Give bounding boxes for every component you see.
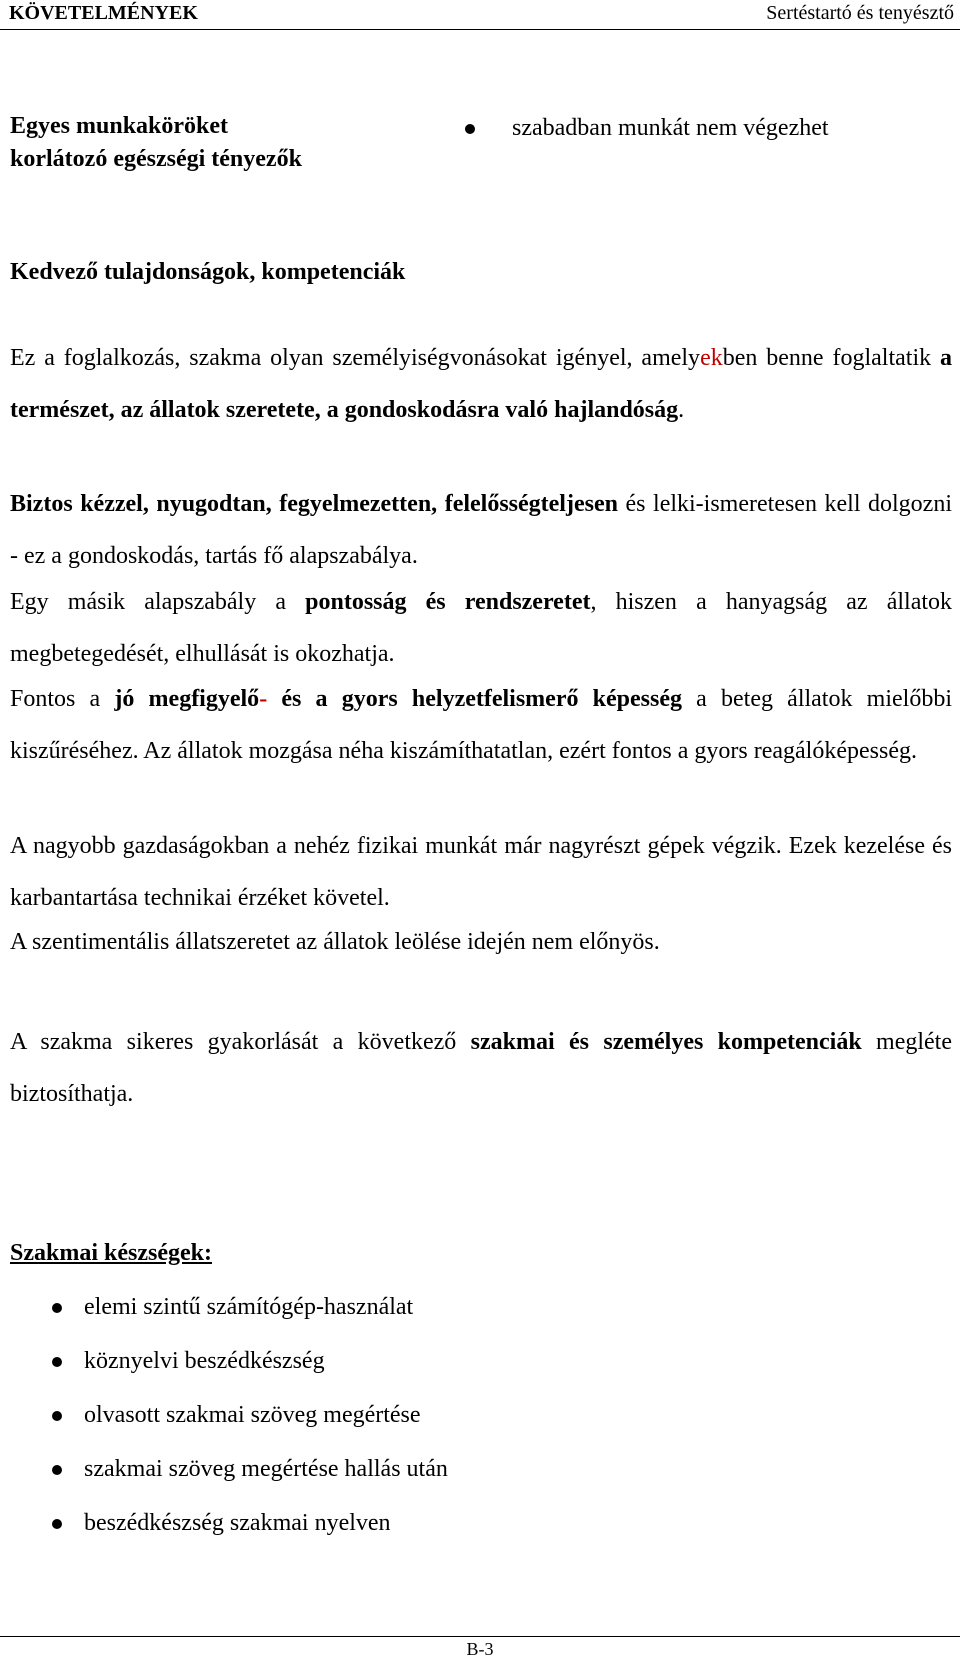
paragraph-sentimental (10, 916, 952, 968)
para1-text-bold: a természet, az állatok szeretete, a gondoskodásra való hajlandóság (10, 345, 953, 423)
skill-text: köznyelvi beszédkészség (84, 1348, 325, 1374)
paragraph-machinery (10, 820, 952, 924)
para4-text-bold-1: jó megfigyelő (114, 686, 260, 712)
para1-text-end: . (678, 397, 685, 423)
header-document-title: Sertéstartó és tenyésztő (766, 2, 954, 24)
para4-text-e: a beteg állatok mielőbbi kiszűréséhez. Az állatok mozgása néha kiszámíthatatlan, ezért fontos a gyors reagálóképesség. (10, 686, 952, 764)
restrictions-heading-line2: korlátozó egészségi tényezők (10, 146, 302, 172)
para7-text-bold: szakmai és személyes kompetenciák (470, 1029, 862, 1055)
page-number: B-3 (466, 1639, 494, 1659)
skill-text: elemi szintű számítógép-használat (84, 1294, 414, 1320)
para6-text: A szentimentális állatszeretet az állatok leölése idején nem előnyös. (10, 929, 660, 955)
para7-text-c: megléte biztosíthatja. (10, 1029, 952, 1107)
para4-text-red: - (259, 686, 268, 712)
restriction-item-text: szabadban munkát nem végezhet (512, 115, 829, 141)
para1-text-c: ben benne foglaltatik (722, 345, 941, 371)
para3-text-bold: pontosság és rendszeretet (305, 589, 591, 615)
para7-text-a: A szakma sikeres gyakorlását a következő (10, 1029, 471, 1055)
para2-text-b: és lelki-ismeretesen kell dolgozni - ez a gondoskodás, tartás fő alapszabálya. (10, 491, 953, 569)
paragraph-steady-hand (10, 478, 952, 582)
paragraph-competencies (10, 1016, 952, 1120)
para4-text-bold-2: és a gyors helyzetfelismerő képesség (267, 686, 682, 712)
bullet-icon (52, 1411, 62, 1421)
header-section-title: KÖVETELMÉNYEK (9, 2, 198, 24)
paragraph-observation (10, 673, 952, 777)
section-title: Kedvező tulajdonságok, kompetenciák (10, 259, 406, 285)
bullet-icon (52, 1303, 62, 1313)
para2-text-bold: Biztos kézzel, nyugodtan, fegyelmezetten, felelősségteljesen (10, 491, 618, 517)
page-header (0, 0, 960, 30)
paragraph-precision (10, 576, 952, 680)
para3-text-c: , hiszen a hanyagság az állatok megbetegedését, elhullását is okozhatja. (10, 589, 953, 667)
para5-text: A nagyobb gazdaságokban a nehéz fizikai munkát már nagyrészt gépek végzik. Ezek kezelése és karbantartása technikai érzéket követel. (10, 833, 952, 911)
restrictions-heading (10, 110, 302, 176)
skill-text: beszédkészség szakmai nyelven (84, 1510, 391, 1536)
skills-heading: Szakmai készségek: (10, 1240, 212, 1266)
bullet-icon (465, 124, 475, 134)
bullet-icon (52, 1465, 62, 1475)
restrictions-heading-line1: Egyes munkaköröket (10, 113, 229, 139)
skill-text: olvasott szakmai szöveg megértése (84, 1402, 421, 1428)
page-footer (0, 1636, 960, 1660)
para1-text-a: Ez a foglalkozás, szakma olyan személyiségvonásokat igényel, amely (10, 345, 701, 371)
paragraph-personality (10, 332, 952, 436)
skill-text: szakmai szöveg megértése hallás után (84, 1456, 448, 1482)
bullet-icon (52, 1519, 62, 1529)
bullet-icon (52, 1357, 62, 1367)
para4-text-a: Fontos a (10, 686, 115, 712)
para3-text-a: Egy másik alapszabály a (10, 589, 306, 615)
para1-text-red: ek (700, 345, 723, 371)
